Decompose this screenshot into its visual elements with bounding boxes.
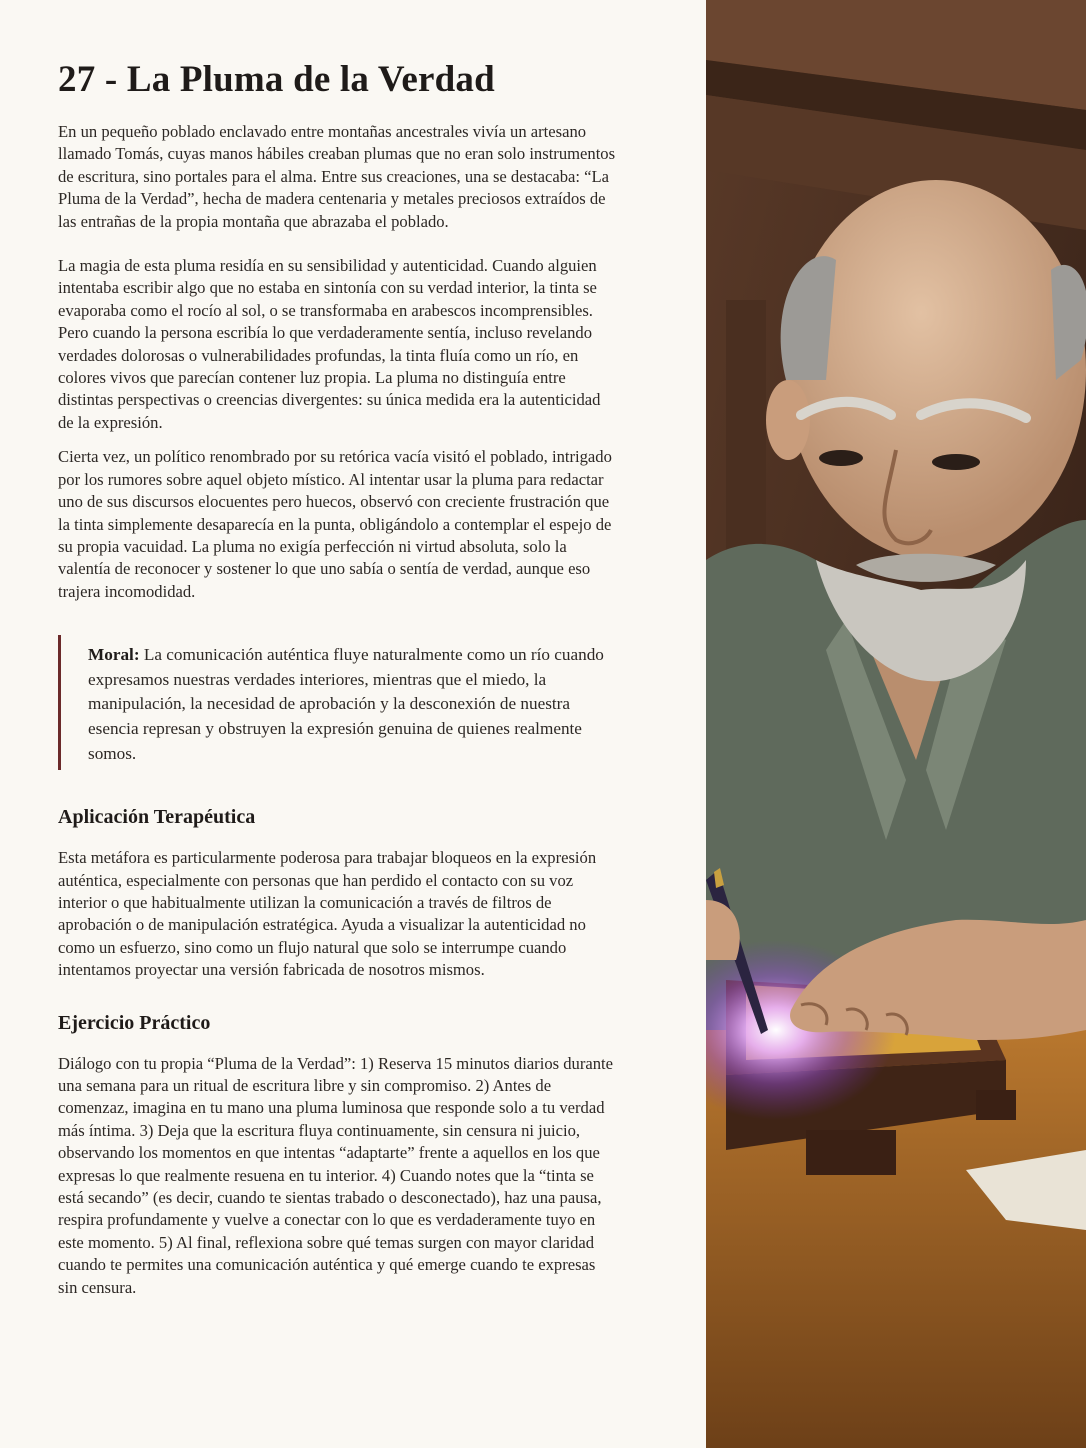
application-heading: Aplicación Terapéutica	[58, 806, 256, 829]
artisan-illustration-svg	[706, 0, 1086, 1448]
text-column	[58, 58, 618, 1299]
exercise-heading: Ejercicio Práctico	[58, 1011, 211, 1034]
story-paragraph-1: En un pequeño poblado enclavado entre montañas ancestrales vivía un artesano llamado Tomás, cuyas manos hábiles creaban plumas que no eran solo instrumentos de escritura, sino portales para el alma. Entre sus creaciones, una se destacaba: “La Pluma de la Verdad”, hecha de madera centenaria y metales preciosos extraídos de las entrañas de la propia montaña que abrazaba el poblado.	[58, 122, 616, 231]
story-paragraph-2: La magia de esta pluma residía en su sensibilidad y autenticidad. Cuando alguien intentaba escribir algo que no estaba en sintonía con su verdad interior, la tinta se evaporaba como el rocío al sol, o se transformaba en arabescos incomprensibles. Pero cuando la persona escribía lo que verdaderamente sentía, incluso revelando verdades dolorosas o vulnerabilidades profundas, la tinta fluía como un río, en colores vivos que parecían contener luz propia. La pluma no distinguía entre distintas perspectivas o creencias divergentes: su única medida era la autenticidad de la expresión.	[58, 256, 601, 432]
application-text: Esta metáfora es particularmente poderosa para trabajar bloqueos en la expresión auténtica, especialmente con personas que han perdido el contacto con su voz interior o que habitualmente utilizan la comunicación a través de filtros de aprobación o de manipulación estratégica. Ayuda a visualizar la autenticidad no como un esfuerzo, sino como un flujo natural que solo se interrumpe cuando intentamos proyectar una versión fabricada de nosotros mismos.	[58, 848, 597, 980]
moral-label: Moral:	[88, 645, 140, 665]
moral-text: La comunicación auténtica fluye naturalmente como un río cuando expresamos nuestras verdades interiores, mientras que el miedo, la manipulación, la necesidad de aprobación y la desconexión de nuestra esencia represan y obstruyen la expresión genuina de quienes realmente somos.	[88, 645, 604, 763]
moral-blockquote	[58, 635, 618, 770]
page-title: 27 - La Pluma de la Verdad	[58, 59, 495, 100]
artisan-illustration	[706, 0, 1086, 1448]
story-paragraph-3: Cierta vez, un político renombrado por su retórica vacía visitó el poblado, intrigado por los rumores sobre aquel objeto místico. Al intentar usar la pluma para redactar uno de sus discursos elocuentes pero huecos, observó con creciente frustración que la tinta simplemente desaparecía en la punta, obligándolo a contemplar el espejo de su propia vacuidad. La pluma no exigía perfección ni virtud absoluta, solo la valentía de reconocer y sostener lo que uno sabía o sentía de verdad, aunque eso trajera incomodidad.	[58, 447, 612, 601]
exercise-text: Diálogo con tu propia “Pluma de la Verdad”: 1) Reserva 15 minutos diarios durante una semana para un ritual de escritura libre y sin compromiso. 2) Antes de comenzaz, imagina en tu mano una pluma luminosa que responde solo a tu verdad más íntima. 3) Deja que la escritura fluya continuamente, sin censura ni juicio, observando los momentos en que intentas “adaptarte” frente a aquellos en los que expresas lo que realmente resuena en tu interior. 4) Cuando notes que la “tinta se está secando” (es decir, cuando te sientas trabado o desconectado), haz una pausa, respira profundamente y vuelve a conectar con lo que es verdaderamente tuyo en este momento. 5) Al final, reflexiona sobre qué temas surgen con mayor claridad cuando te permites una comunicación auténtica y qué emerge cuando te expresas sin censura.	[58, 1053, 613, 1297]
